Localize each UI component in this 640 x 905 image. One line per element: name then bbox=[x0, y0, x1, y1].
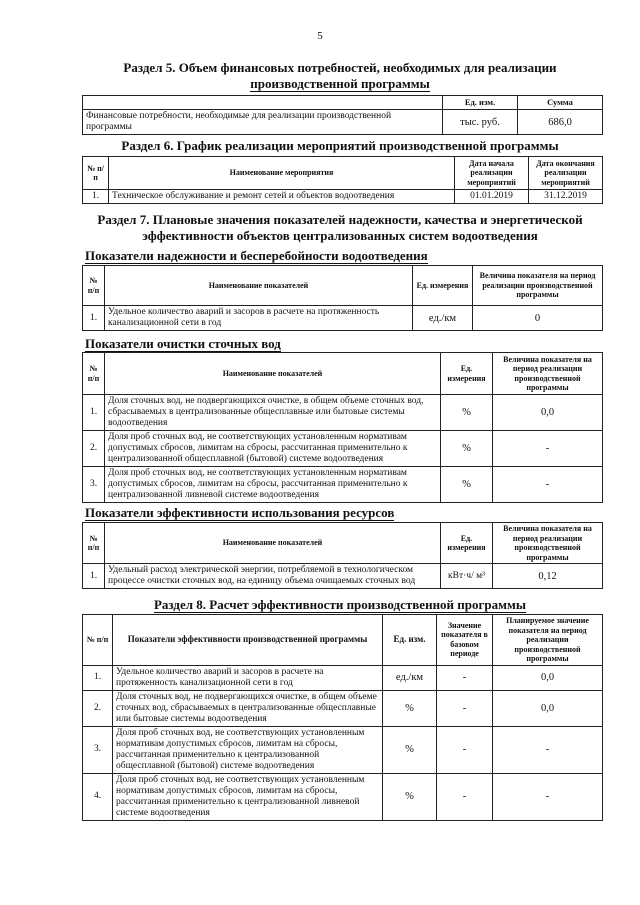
reliability-col-num: № п/п bbox=[83, 266, 105, 306]
section5-title-line2 bbox=[80, 76, 600, 92]
cleaning-row2-name: Доля проб сточных вод, не соответствующих установленным нормативам допустимых сбросов, лимитам на сбросы, рассчитанная применительно к централизованной общесплавной (бытовой) системе водоотведения bbox=[105, 431, 441, 467]
cleaning-col-unit: Ед. измерения bbox=[441, 353, 493, 395]
section8-row4-base: - bbox=[437, 773, 493, 820]
section8-row2-base: - bbox=[437, 690, 493, 726]
section8-col-name: Показатели эффективности производственной программы bbox=[113, 615, 383, 666]
section8-table bbox=[82, 614, 603, 821]
efficiency-col-unit: Ед. измерения bbox=[441, 523, 493, 564]
section5-table bbox=[82, 95, 603, 135]
section6-row-name: Техническое обслуживание и ремонт сетей и объектов водоотведения bbox=[109, 190, 455, 204]
section8-title-text: Раздел 8. Расчет эффективности производственной программы bbox=[153, 597, 527, 612]
section5-col-unit: Ед. изм. bbox=[443, 96, 518, 110]
section8-row1-name: Удельное количество аварий и засоров в расчете на протяженность канализационной сети в год bbox=[113, 665, 383, 690]
reliability-title-text: Показатели надежности и бесперебойности водоотведения bbox=[85, 248, 428, 263]
section8-row3-name: Доля проб сточных вод, не соответствующих установленным нормативам допустимых сбросов, лимитам на сбросы, рассчитанная применительно к централизованной общесплавной (бытовой) системе водоотведения bbox=[113, 726, 383, 773]
section6-row-start: 01.01.2019 bbox=[455, 190, 529, 204]
section6-col-end: Дата окончания реализации мероприятий bbox=[529, 157, 603, 190]
section6-col-num: № п/п bbox=[83, 157, 109, 190]
section5-col-sum: Сумма bbox=[518, 96, 603, 110]
cleaning-row3-name: Доля проб сточных вод, не соответствующих установленным нормативам допустимых сбросов, лимитам на сбросы, рассчитанная применительно к централизованной ливневой системе водоотведения bbox=[105, 467, 441, 503]
section8-row2-num: 2. bbox=[83, 690, 113, 726]
cleaning-title-text: Показатели очистки сточных вод bbox=[85, 336, 281, 351]
section8-row3-base: - bbox=[437, 726, 493, 773]
table-row bbox=[83, 431, 603, 467]
reliability-col-unit: Ед. измерения bbox=[413, 266, 473, 306]
section8-row3-unit: % bbox=[383, 726, 437, 773]
section6-row-end: 31.12.2019 bbox=[529, 190, 603, 204]
section5-title-line2-text: производственной программы bbox=[250, 76, 430, 91]
section8-row3-num: 3. bbox=[83, 726, 113, 773]
section6-col-name: Наименование мероприятия bbox=[109, 157, 455, 190]
section6-table bbox=[82, 156, 603, 204]
table-row bbox=[83, 306, 603, 331]
cleaning-row3-unit: % bbox=[441, 467, 493, 503]
section8-row1-plan: 0,0 bbox=[493, 665, 603, 690]
efficiency-row-unit: кВт·ч/ м³ bbox=[441, 564, 493, 589]
section8-row1-base: - bbox=[437, 665, 493, 690]
section7-title bbox=[50, 212, 630, 244]
efficiency-title bbox=[85, 505, 394, 521]
section8-title bbox=[80, 597, 600, 613]
cleaning-row1-value: 0,0 bbox=[493, 395, 603, 431]
efficiency-col-name: Наименование показателей bbox=[105, 523, 441, 564]
table-row bbox=[83, 467, 603, 503]
reliability-row-name: Удельное количество аварий и засоров в расчете на протяженность канализационной сети в год bbox=[105, 306, 413, 331]
section5-title bbox=[80, 60, 600, 92]
section8-col-num: № п/п bbox=[83, 615, 113, 666]
efficiency-table bbox=[82, 522, 603, 589]
table-row bbox=[83, 395, 603, 431]
section5-row-sum: 686,0 bbox=[518, 110, 603, 135]
section5-row-name: Финансовые потребности, необходимые для реализации производственной программы bbox=[83, 110, 443, 135]
cleaning-row2-unit: % bbox=[441, 431, 493, 467]
section8-row2-plan: 0,0 bbox=[493, 690, 603, 726]
efficiency-row-value: 0,12 bbox=[493, 564, 603, 589]
cleaning-row3-num: 3. bbox=[83, 467, 105, 503]
table-row bbox=[83, 690, 603, 726]
cleaning-row3-value: - bbox=[493, 467, 603, 503]
reliability-col-name: Наименование показателей bbox=[105, 266, 413, 306]
efficiency-title-text: Показатели эффективности использования ресурсов bbox=[85, 505, 395, 520]
efficiency-col-value: Величина показателя на период реализации производственной программы bbox=[493, 523, 603, 564]
section8-row4-unit: % bbox=[383, 773, 437, 820]
cleaning-row2-value: - bbox=[493, 431, 603, 467]
cleaning-col-num: № п/п bbox=[83, 353, 105, 395]
cleaning-col-name: Наименование показателей bbox=[105, 353, 441, 395]
cleaning-row1-unit: % bbox=[441, 395, 493, 431]
table-row bbox=[83, 773, 603, 820]
table-row bbox=[83, 726, 603, 773]
section8-col-base: Значение показателя в базовом периоде bbox=[437, 615, 493, 666]
section8-row2-name: Доля сточных вод, не подвергающихся очистке, в общем объеме сточных вод, сбрасываемых в централизованные общесплавные или бытовые системы водоотведения bbox=[113, 690, 383, 726]
section6-col-start: Дата начала реализации мероприятий bbox=[455, 157, 529, 190]
cleaning-row1-num: 1. bbox=[83, 395, 105, 431]
cleaning-col-value: Величина показателя на период реализации производственной программы bbox=[493, 353, 603, 395]
section8-col-plan: Планируемое значение показателя на период реализации производственной программы bbox=[493, 615, 603, 666]
cleaning-row1-name: Доля сточных вод, не подвергающихся очистке, в общем объеме сточных вод, сбрасываемых в централизованные общесплавные или бытовые системы водоотведения bbox=[105, 395, 441, 431]
section8-row3-plan: - bbox=[493, 726, 603, 773]
reliability-col-value: Величина показателя на период реализации производственной программы bbox=[473, 266, 603, 306]
reliability-table bbox=[82, 265, 603, 331]
efficiency-row-num: 1. bbox=[83, 564, 105, 589]
reliability-row-value: 0 bbox=[473, 306, 603, 331]
cleaning-row2-num: 2. bbox=[83, 431, 105, 467]
section6-row-num: 1. bbox=[83, 190, 109, 204]
section6-title: Раздел 6. График реализации мероприятий производственной программы bbox=[121, 138, 559, 153]
cleaning-table bbox=[82, 352, 603, 503]
section7-title-line2: эффективности объектов централизованных систем водоотведения bbox=[142, 228, 538, 243]
section8-row4-plan: - bbox=[493, 773, 603, 820]
page-number: 5 bbox=[317, 30, 323, 42]
section8-row1-unit: ед./км bbox=[383, 665, 437, 690]
reliability-row-unit: ед./км bbox=[413, 306, 473, 331]
reliability-row-num: 1. bbox=[83, 306, 105, 331]
table-row bbox=[83, 564, 603, 589]
section8-col-unit: Ед. изм. bbox=[383, 615, 437, 666]
reliability-title bbox=[85, 248, 428, 264]
section8-row4-num: 4. bbox=[83, 773, 113, 820]
section5-title-line1: Раздел 5. Объем финансовых потребностей, необходимых для реализации bbox=[123, 60, 557, 75]
section8-row1-num: 1. bbox=[83, 665, 113, 690]
section8-row4-name: Доля проб сточных вод, не соответствующих установленным нормативам допустимых сбросов, лимитам на сбросы, рассчитанная применительно к централизованной ливневой системе водоотведения bbox=[113, 773, 383, 820]
section5-row-unit: тыс. руб. bbox=[443, 110, 518, 135]
section5-header-blank bbox=[83, 96, 443, 110]
efficiency-col-num: № п/п bbox=[83, 523, 105, 564]
efficiency-row-name: Удельный расход электрической энергии, потребляемой в технологическом процессе очистки сточных вод, на единицу объема очищаемых сточных вод bbox=[105, 564, 441, 589]
section7-title-line1: Раздел 7. Плановые значения показателей надежности, качества и энергетической bbox=[97, 212, 583, 227]
table-row bbox=[83, 665, 603, 690]
cleaning-title bbox=[85, 336, 281, 352]
section8-row2-unit: % bbox=[383, 690, 437, 726]
